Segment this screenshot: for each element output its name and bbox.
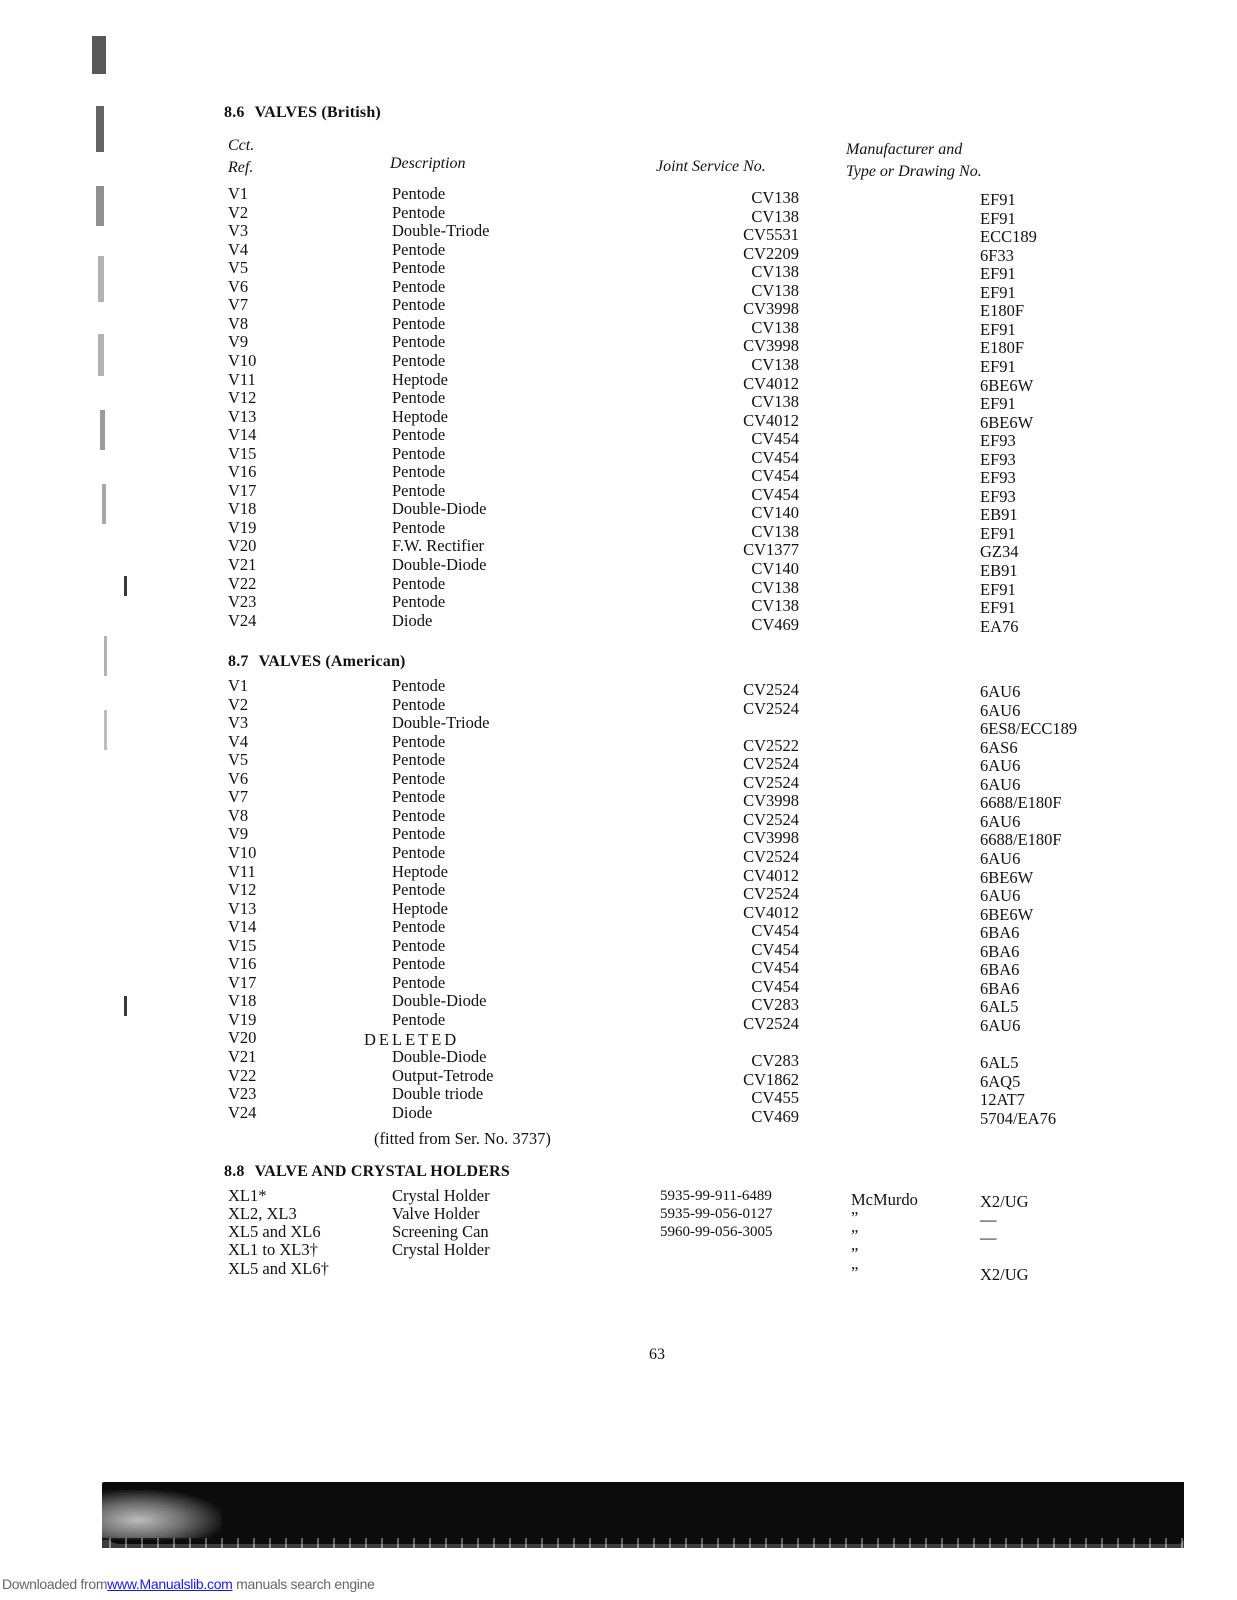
table-row [0,295,1237,321]
joint-service-no-cell: CV3998 [743,791,799,811]
table-row [0,1047,1237,1072]
table-row [0,313,1237,339]
section-title: VALVE AND CRYSTAL HOLDERS [254,1163,510,1180]
manufacturer-cell: ” [851,1244,859,1263]
joint-service-no-cell: CV4012 [743,865,799,885]
description-cell: Pentode [392,750,446,770]
table-row [0,750,1237,776]
type-no-cell: X2/UG [980,1192,1029,1211]
table-row [0,184,1237,209]
cct-ref-cell: V13 [228,898,257,918]
joint-service-no-cell: CV454 [751,466,799,486]
cct-ref-cell: V9 [228,332,249,352]
description-cell: Pentode [392,787,446,807]
joint-service-no-cell: CV138 [751,392,799,412]
description-cell: Pentode [392,350,446,370]
cct-ref-cell: V24 [228,1102,257,1122]
description-cell: Pentode [392,332,446,352]
joint-service-no-cell: CV454 [751,976,799,996]
header-ref-line2: Ref. [228,159,254,176]
cct-ref-cell: V22 [228,1065,257,1085]
table-row [0,787,1237,813]
joint-service-no-cell: CV2524 [743,809,799,829]
manufacturer-cell: McMurdo [851,1190,918,1209]
joint-service-no-cell: CV138 [751,317,799,337]
type-no-cell: 6AU6 [980,1015,1021,1035]
description-cell: Double triode [392,1084,484,1104]
table-row [0,202,1237,228]
joint-service-no-cell: CV3998 [743,299,799,319]
cct-ref-cell: V5 [228,750,249,770]
table-row [0,1028,1237,1050]
description-cell: Pentode [392,573,446,593]
table-row [0,555,1237,580]
cct-ref-cell: V10 [228,842,257,862]
type-no-cell: 6BE6W [980,904,1034,924]
section-number: 8.8 [224,1163,245,1180]
cct-ref-cell: V6 [228,768,249,788]
table-row [0,991,1237,1017]
cct-ref-cell: V15 [228,443,257,463]
joint-service-no-cell: CV138 [751,521,799,541]
joint-service-no-cell: CV2209 [743,243,799,263]
cct-ref-cell: XL1 to XL3† [228,1240,318,1259]
joint-service-no-cell: CV2524 [743,680,799,699]
type-no-cell: 6688/E180F [980,793,1062,813]
type-no-cell: 6BA6 [980,978,1020,998]
joint-service-no-cell: CV138 [751,280,799,300]
description-cell: Pentode [392,1009,446,1029]
type-no-cell: EF93 [980,431,1016,451]
table-row [0,462,1237,488]
description-cell: Pentode [392,295,446,315]
joint-service-no-cell: 5935-99-056-0127 [660,1206,773,1222]
table-row [0,276,1237,302]
table-row [0,768,1237,794]
cct-ref-cell: V7 [228,295,249,315]
header-joint-service-no: Joint Service No. [656,158,766,175]
cct-ref-cell: V18 [228,991,257,1011]
joint-service-no-cell: CV455 [751,1088,799,1108]
download-footer [2,1576,375,1592]
type-no-cell: EB91 [980,561,1018,580]
type-no-cell: EF91 [980,523,1016,543]
joint-service-no-cell: 5960-99-056-3005 [660,1224,773,1240]
cct-ref-cell: V15 [228,935,257,955]
joint-service-no-cell: CV2522 [743,735,799,755]
cct-ref-cell: V17 [228,972,257,992]
description-cell: Double-Diode [392,555,487,574]
type-no-cell: EF91 [980,319,1016,339]
type-no-cell: 6AL5 [980,997,1019,1017]
page-number: 63 [649,1346,665,1363]
joint-service-no-cell: CV469 [751,614,799,634]
description-cell: Heptode [392,369,448,389]
cct-ref-cell: V1 [228,676,249,695]
joint-service-no-cell: CV2524 [743,1013,799,1033]
manufacturer-cell: ” [851,1226,859,1245]
cct-ref-cell: V20 [228,1028,257,1048]
cct-ref-cell: V4 [228,239,249,259]
table-row [0,861,1237,887]
table-row [0,350,1237,376]
description-cell: Pentode [392,954,446,974]
description-cell: Pentode [392,313,446,333]
description-cell: Pentode [392,917,446,937]
header-manufacturer [846,139,982,183]
header-description: Description [390,155,466,172]
type-no-cell: EF91 [980,190,1016,209]
cct-ref-cell: V14 [228,425,257,445]
section-title: VALVES (American) [258,653,406,670]
table-row [0,425,1237,451]
joint-service-no-cell: CV454 [751,939,799,959]
description-cell: Pentode [392,824,446,844]
cct-ref-cell: V4 [228,731,249,751]
table-row [0,1084,1237,1110]
cct-ref-cell: V6 [228,276,249,296]
header-mfr-line2: Type or Drawing No. [846,163,982,180]
table-row [0,610,1237,636]
cct-ref-cell: V17 [228,480,257,500]
description-cell: Double-Diode [392,1047,487,1066]
description-cell: Crystal Holder [392,1186,490,1205]
margin-mark [96,106,104,152]
description-cell: Pentode [392,239,446,259]
cct-ref-cell: V10 [228,350,257,370]
type-no-cell: — [980,1228,997,1247]
header-mfr-line1: Manufacturer and [846,141,963,158]
cct-ref-cell: V13 [228,406,257,426]
table-row [0,694,1237,720]
cct-ref-cell: V21 [228,1047,257,1066]
type-no-cell: EF91 [980,264,1016,284]
description-cell: Pentode [392,592,446,612]
description-cell: Pentode [392,694,446,714]
type-no-cell: 6AU6 [980,774,1021,794]
type-no-cell: 6AU6 [980,811,1021,831]
joint-service-no-cell: CV469 [751,1106,799,1126]
joint-service-no-cell: CV454 [751,921,799,941]
description-cell: Pentode [392,842,446,862]
table-row [0,954,1237,980]
table-row [0,1204,1237,1229]
table-row [0,898,1237,924]
manualslib-link[interactable]: www.Manualslib.com [107,1576,233,1592]
joint-service-no-cell: CV283 [751,1051,799,1070]
description-cell: Pentode [392,425,446,445]
manufacturer-cell: ” [851,1208,859,1227]
cct-ref-cell: V16 [228,954,257,974]
margin-mark [92,36,106,74]
joint-service-no-cell: CV138 [751,206,799,226]
description-cell: Pentode [392,202,446,222]
table-row [0,1186,1237,1211]
table-row [0,573,1237,599]
type-no-cell: 6AL5 [980,1053,1019,1072]
description-cell: Double-Diode [392,991,487,1011]
description-cell: Pentode [392,768,446,788]
joint-service-no-cell: CV2524 [743,884,799,904]
section-heading-holders [224,1163,510,1181]
table-row [0,1009,1237,1035]
description-cell: Pentode [392,276,446,296]
table-row [0,1259,1237,1284]
type-no-cell: EF93 [980,449,1016,469]
type-no-cell: EF93 [980,468,1016,488]
type-no-cell: 5704/EA76 [980,1108,1057,1128]
joint-service-no-cell: CV138 [751,262,799,282]
description-cell: Double-Triode [392,713,490,733]
table-row [0,1240,1237,1263]
cct-ref-cell: V9 [228,824,249,844]
cct-ref-cell: XL2, XL3 [228,1204,297,1223]
description-cell: Pentode [392,517,446,537]
joint-service-no-cell: CV2524 [743,754,799,774]
cct-ref-cell: V14 [228,917,257,937]
description-cell: Pentode [392,388,446,408]
type-no-cell: EF91 [980,208,1016,228]
cct-ref-cell: V23 [228,592,257,612]
cct-ref-cell: V8 [228,313,249,333]
type-no-cell: EF91 [980,579,1016,599]
section-heading-british [224,104,381,122]
type-no-cell: X2/UG [980,1265,1029,1284]
joint-service-no-cell: CV4012 [743,410,799,430]
description-cell: Diode [392,610,433,630]
type-no-cell: 6AQ5 [980,1071,1021,1091]
description-cell: Pentode [392,184,446,203]
type-no-cell: — [980,1210,997,1229]
joint-service-no-cell: CV283 [751,995,799,1015]
table-row [0,1065,1237,1091]
cct-ref-cell: V22 [228,573,257,593]
american-note: (fitted from Ser. No. 3737) [374,1129,551,1148]
type-no-cell: 6AU6 [980,848,1021,868]
description-cell: DELETED [364,1030,460,1050]
joint-service-no-cell: CV454 [751,484,799,504]
cct-ref-cell: V18 [228,499,257,519]
type-no-cell: 6AU6 [980,700,1021,720]
joint-service-no-cell: CV454 [751,958,799,978]
joint-service-no-cell: CV140 [751,559,799,578]
table-row [0,592,1237,618]
cct-ref-cell: V2 [228,694,249,714]
cct-ref-cell: V20 [228,536,257,556]
section-heading-american [228,653,406,671]
table-row [0,480,1237,506]
description-cell: Pentode [392,676,446,695]
type-no-cell: 6BA6 [980,960,1020,980]
table-row [0,1102,1237,1128]
joint-service-no-cell: CV138 [751,188,799,207]
cct-ref-cell: V2 [228,202,249,222]
description-cell: Heptode [392,861,448,881]
table-row [0,443,1237,469]
type-no-cell: EB91 [980,505,1018,525]
description-cell: Diode [392,1102,433,1122]
section-title: VALVES (British) [254,104,381,121]
type-no-cell: ECC189 [980,227,1037,247]
type-no-cell: 6BE6W [980,375,1034,395]
table-row [0,517,1237,543]
type-no-cell: 6BE6W [980,867,1034,887]
cct-ref-cell: V12 [228,388,257,408]
type-no-cell: EF91 [980,282,1016,302]
table-row [0,972,1237,998]
cct-ref-cell: V8 [228,805,249,825]
table-row [0,842,1237,868]
joint-service-no-cell: CV5531 [743,225,799,245]
description-cell: Crystal Holder [392,1240,490,1259]
joint-service-no-cell: CV1862 [743,1069,799,1089]
cct-ref-cell: V23 [228,1084,257,1104]
joint-service-no-cell: CV3998 [743,336,799,356]
description-cell: Pentode [392,880,446,900]
description-cell: Output-Tetrode [392,1065,494,1085]
description-cell: Double-Triode [392,221,490,241]
table-row [0,388,1237,414]
type-no-cell: EA76 [980,616,1019,636]
cct-ref-cell: V19 [228,1009,257,1029]
description-cell: Pentode [392,731,446,751]
table-row [0,369,1237,395]
type-no-cell: EF93 [980,486,1016,506]
type-no-cell: 6AS6 [980,737,1018,757]
table-row [0,880,1237,906]
table-row [0,221,1237,247]
description-cell: Pentode [392,805,446,825]
joint-service-no-cell: CV4012 [743,902,799,922]
type-no-cell: 12AT7 [980,1090,1025,1110]
type-no-cell: 6BA6 [980,941,1020,961]
cct-ref-cell: XL5 and XL6 [228,1222,321,1241]
table-row [0,935,1237,961]
table-row [0,917,1237,943]
joint-service-no-cell: CV138 [751,577,799,597]
description-cell: Heptode [392,898,448,918]
joint-service-no-cell: CV1377 [743,540,799,560]
margin-mark [104,636,107,676]
cct-ref-cell: V11 [228,369,256,389]
type-no-cell: 6AU6 [980,886,1021,906]
description-cell: Pentode [392,258,446,278]
joint-service-no-cell: 5935-99-911-6489 [660,1188,772,1204]
section-number: 8.7 [228,653,249,670]
type-no-cell: 6ES8/ECC189 [980,719,1078,739]
table-row [0,1222,1237,1247]
description-cell: Double-Diode [392,499,487,519]
table-row [0,805,1237,831]
header-ref-line1: Cct. [228,137,255,154]
footer-suffix: manuals search engine [232,1576,375,1592]
footer-prefix: Downloaded from [2,1576,108,1592]
description-cell: Valve Holder [392,1204,480,1223]
joint-service-no-cell: CV4012 [743,373,799,393]
table-row [0,536,1237,562]
section-number: 8.6 [224,104,245,121]
table-row [0,824,1237,850]
cct-ref-cell: V24 [228,610,257,630]
type-no-cell: EF91 [980,356,1016,376]
type-no-cell: EF91 [980,598,1016,618]
joint-service-no-cell: CV454 [751,429,799,449]
cct-ref-cell: XL5 and XL6† [228,1259,329,1278]
joint-service-no-cell: CV3998 [743,828,799,848]
table-row [0,239,1237,265]
description-cell: Pentode [392,443,446,463]
cct-ref-cell: V5 [228,258,249,278]
type-no-cell: 6AU6 [980,682,1021,701]
table-row [0,406,1237,432]
cct-ref-cell: V7 [228,787,249,807]
description-cell: Pentode [392,935,446,955]
description-cell: Pentode [392,480,446,500]
description-cell: Pentode [392,972,446,992]
cct-ref-cell: V12 [228,880,257,900]
type-no-cell: E180F [980,301,1025,321]
joint-service-no-cell: CV2524 [743,772,799,792]
cct-ref-cell: V19 [228,517,257,537]
table-row [0,258,1237,284]
joint-service-no-cell: CV138 [751,354,799,374]
type-no-cell: EF91 [980,394,1016,414]
table-row [0,731,1237,757]
cct-ref-cell: V16 [228,462,257,482]
type-no-cell: 6688/E180F [980,830,1062,850]
joint-service-no-cell: CV138 [751,596,799,616]
description-cell: Pentode [392,462,446,482]
cct-ref-cell: V11 [228,861,256,881]
type-no-cell: 6BE6W [980,412,1034,432]
table-row [0,676,1237,701]
description-cell: F.W. Rectifier [392,536,485,556]
description-cell: Heptode [392,406,448,426]
cct-ref-cell: XL1* [228,1186,267,1205]
description-cell: Screening Can [392,1222,489,1241]
joint-service-no-cell: CV454 [751,447,799,467]
type-no-cell: E180F [980,338,1025,358]
cct-ref-cell: V3 [228,713,249,733]
type-no-cell: 6BA6 [980,923,1020,943]
type-no-cell: 6F33 [980,245,1014,265]
table-row [0,499,1237,525]
table-row [0,332,1237,358]
joint-service-no-cell: CV140 [751,503,799,523]
type-no-cell: 6AU6 [980,756,1021,776]
joint-service-no-cell: CV2524 [743,846,799,866]
manufacturer-cell: ” [851,1263,859,1282]
joint-service-no-cell: CV2524 [743,698,799,718]
header-cct-ref [228,135,254,179]
cct-ref-cell: V1 [228,184,249,203]
cct-ref-cell: V21 [228,555,257,574]
scan-edge-band [102,1482,1184,1544]
type-no-cell: GZ34 [980,542,1019,562]
table-row [0,713,1237,739]
cct-ref-cell: V3 [228,221,249,241]
